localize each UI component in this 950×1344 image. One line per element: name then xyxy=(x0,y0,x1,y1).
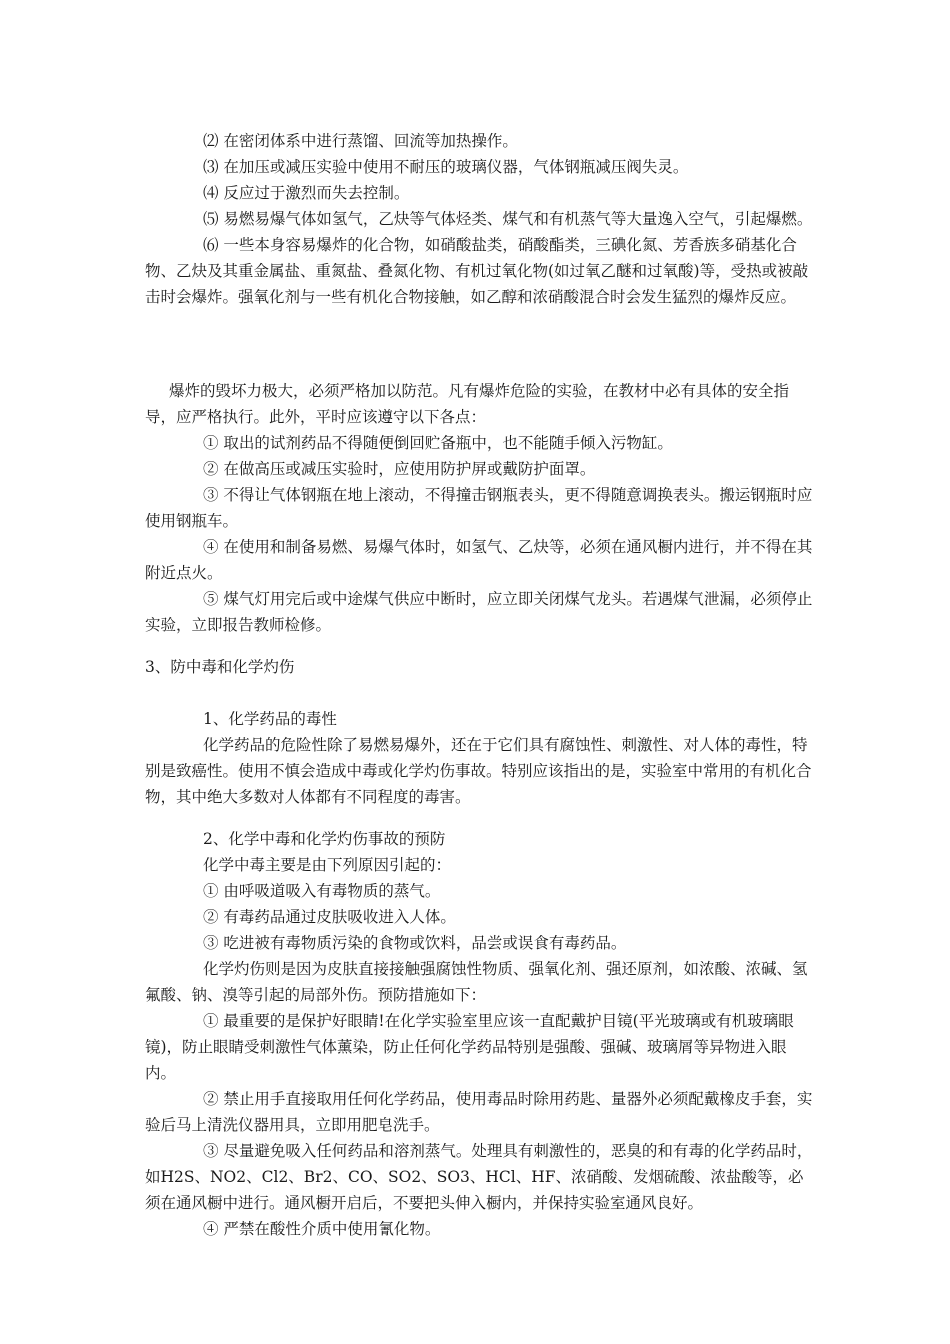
prevention-item-1: ① 取出的试剂药品不得随便倒回贮备瓶中，也不能随手倾入污物缸。 xyxy=(203,434,673,452)
subsection-1-body: 化学药品的危险性除了易燃易爆外，还在于它们具有腐蚀性、刺激性、对人体的毒性，特别是致癌性。使用不慎会造成中毒或化学灼伤事故。特别应该指出的是，实验室中常用的有机化合物，其中绝大多数对人体都有不同程度的毒害。 xyxy=(145,736,812,806)
measure-3: ③ 尽量避免吸入任何药品和溶剂蒸气。处理具有刺激性的，恶臭的和有毒的化学药品时，如H2S、NO2、Cl2、Br2、CO、SO2、SO3、HCl、HF、浓硝酸、发烟硫酸、浓盐酸等，必须在通风橱中进行。通风橱开启后，不要把头伸入橱内，并保持实验室通风良好。 xyxy=(145,1142,813,1212)
cause-item-5: ⑸ 易燃易爆气体如氢气，乙炔等气体烃类、煤气和有机蒸气等大量逸入空气，引起爆燃。 xyxy=(203,210,813,228)
poisoning-cause-2: ② 有毒药品通过皮肤吸收进入人体。 xyxy=(203,908,456,926)
measure-2: ② 禁止用手直接取用任何化学药品，使用毒品时除用药匙、量器外必须配戴橡皮手套，实验后马上清洗仪器用具，立即用肥皂洗手。 xyxy=(145,1090,813,1134)
cause-item-2: ⑵ 在密闭体系中进行蒸馏、回流等加热操作。 xyxy=(203,132,518,150)
subsection-1-title: 1、化学药品的毒性 xyxy=(203,710,337,728)
cause-item-3: ⑶ 在加压或减压实验中使用不耐压的玻璃仪器，气体钢瓶减压阀失灵。 xyxy=(203,158,689,176)
explosion-prevention xyxy=(145,378,813,638)
cause-item-4: ⑷ 反应过于激烈而失去控制。 xyxy=(203,184,410,202)
prevention-item-3: ③ 不得让气体钢瓶在地上滚动，不得撞击钢瓶表头，更不得随意调换表头。搬运钢瓶时应使用钢瓶车。 xyxy=(145,486,813,530)
measure-1: ① 最重要的是保护好眼睛!在化学实验室里应该一直配戴护目镜(平光玻璃或有机玻璃眼镜)，防止眼睛受刺激性气体薰染，防止任何化学药品特别是强酸、强碱、玻璃屑等异物进入眼内。 xyxy=(145,1012,794,1082)
subsection-2-title: 2、化学中毒和化学灼伤事故的预防 xyxy=(203,830,446,848)
measure-4: ④ 严禁在酸性介质中使用氰化物。 xyxy=(203,1220,441,1238)
cause-item-6: ⑹ 一些本身容易爆炸的化合物，如硝酸盐类，硝酸酯类，三碘化氮、芳香族多硝基化合物、乙炔及其重金属盐、重氮盐、叠氮化物、有机过氧化物(如过氧乙醚和过氧酸)等，受热或被敲击时会爆炸。强氧化剂与一些有机化合物接触，如乙醇和浓硝酸混合时会发生猛烈的爆炸反应。 xyxy=(145,236,809,306)
prevention-item-4: ④ 在使用和制备易燃、易爆气体时，如氢气、乙炔等，必须在通风橱内进行，并不得在其附近点火。 xyxy=(145,538,813,582)
prevention-intro: 爆炸的毁坏力极大，必须严格加以防范。凡有爆炸危险的实验，在教材中必有具体的安全指导，应严格执行。此外，平时应该遵守以下各点： xyxy=(145,382,790,426)
poisoning-cause-1: ① 由呼吸道吸入有毒物质的蒸气。 xyxy=(203,882,441,900)
burn-intro: 化学灼伤则是因为皮肤直接接触强腐蚀性物质、强氧化剂、强还原剂，如浓酸、浓碱、氢氟酸、钠、溴等引起的局部外伤。预防措施如下： xyxy=(145,960,808,1004)
prevention-item-2: ② 在做高压或减压实验时，应使用防护屏或戴防护面罩。 xyxy=(203,460,596,478)
prevention-item-5: ⑤ 煤气灯用完后或中途煤气供应中断时，应立即关闭煤气龙头。若遇煤气泄漏，必须停止实验，立即报告教师检修。 xyxy=(145,590,813,634)
toxicity-section xyxy=(145,706,813,810)
poisoning-cause-3: ③ 吃进被有毒物质污染的食物或饮料，品尝或误食有毒药品。 xyxy=(203,934,627,952)
poisoning-causes-intro: 化学中毒主要是由下列原因引起的： xyxy=(203,856,452,874)
section-3-title: 3、防中毒和化学灼伤 xyxy=(145,658,295,676)
explosion-causes-list xyxy=(145,128,813,310)
prevention-section xyxy=(145,826,813,1242)
